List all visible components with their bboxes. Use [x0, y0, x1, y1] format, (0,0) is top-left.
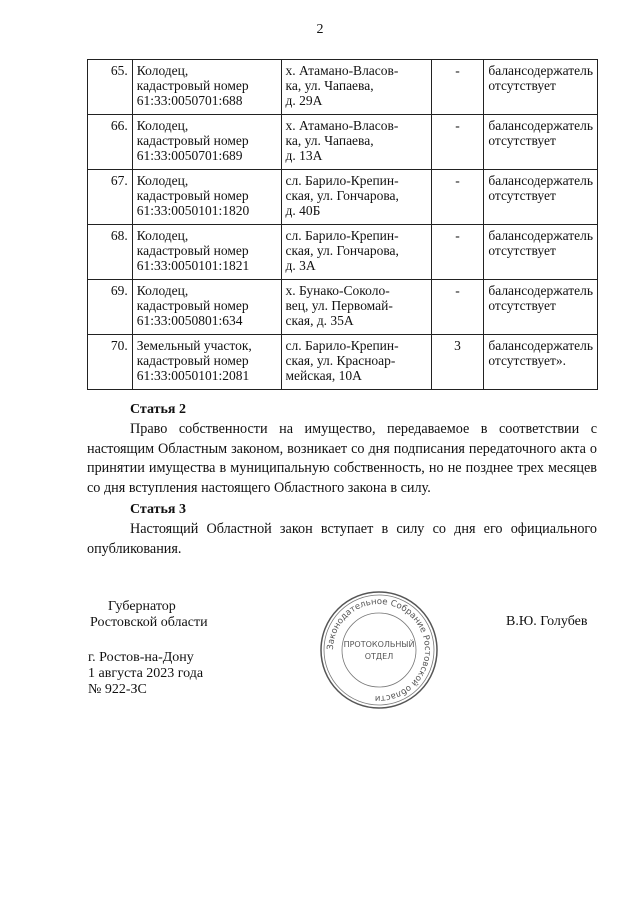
- object-name-line: 61:33:0050101:1820: [136, 203, 250, 218]
- object-name-line: Колодец,: [136, 228, 189, 243]
- table-row: [88, 280, 598, 335]
- object-address: [281, 280, 431, 335]
- object-address-line: д. 29А: [285, 93, 323, 108]
- balance-holder-line: балансодержатель: [488, 283, 593, 298]
- balance-holder: [484, 335, 598, 390]
- balance-holder-line: балансодержатель: [488, 63, 593, 78]
- object-address-line: ская, ул. Красноар-: [285, 353, 396, 368]
- object-name-line: Земельный участок,: [136, 338, 252, 353]
- object-address: [281, 115, 431, 170]
- object-quantity: -: [431, 115, 484, 170]
- table-row: [88, 170, 598, 225]
- object-address-line: ская, д. 35А: [285, 313, 354, 328]
- object-address-line: ская, ул. Гончарова,: [285, 188, 399, 203]
- balance-holder-line: отсутствует: [488, 133, 556, 148]
- object-name-line: Колодец,: [136, 118, 189, 133]
- row-number: 66.: [88, 115, 133, 170]
- row-number: 67.: [88, 170, 133, 225]
- object-address-line: х. Атамано-Власов-: [285, 118, 399, 133]
- balance-holder-line: отсутствует: [488, 188, 556, 203]
- object-name-line: 61:33:0050801:634: [136, 313, 243, 328]
- law-number: № 922-ЗС: [88, 682, 147, 697]
- object-address-line: ка, ул. Чапаева,: [285, 78, 374, 93]
- object-name: [132, 225, 281, 280]
- object-name-line: кадастровый номер: [136, 353, 249, 368]
- object-address-line: ка, ул. Чапаева,: [285, 133, 374, 148]
- stamp-center-line2: ОТДЕЛ: [364, 652, 394, 661]
- article-2-heading: Статья 2: [130, 402, 186, 417]
- object-quantity: -: [431, 60, 484, 115]
- object-name-line: 61:33:0050701:688: [136, 93, 243, 108]
- signatory-title-line2: Ростовской области: [90, 615, 208, 630]
- object-name-line: кадастровый номер: [136, 133, 249, 148]
- article-3-heading: Статья 3: [130, 502, 186, 517]
- object-address-line: д. 40Б: [285, 203, 321, 218]
- object-name: [132, 60, 281, 115]
- object-name: [132, 335, 281, 390]
- row-number: 70.: [88, 335, 133, 390]
- balance-holder-line: отсутствует: [488, 78, 556, 93]
- object-address-line: сл. Барило-Крепин-: [285, 228, 399, 243]
- object-quantity: -: [431, 170, 484, 225]
- object-address: [281, 60, 431, 115]
- object-name: [132, 280, 281, 335]
- object-name-line: Колодец,: [136, 173, 189, 188]
- object-name-line: 61:33:0050101:2081: [136, 368, 250, 383]
- object-address-line: ская, ул. Гончарова,: [285, 243, 399, 258]
- table-row: [88, 335, 598, 390]
- object-name-line: 61:33:0050701:689: [136, 148, 243, 163]
- table-row: [88, 60, 598, 115]
- balance-holder: [484, 60, 598, 115]
- object-name-line: Колодец,: [136, 283, 189, 298]
- object-address-line: х. Бунако-Соколо-: [285, 283, 390, 298]
- balance-holder-line: балансодержатель: [488, 118, 593, 133]
- property-table: [87, 59, 598, 390]
- object-name-line: Колодец,: [136, 63, 189, 78]
- balance-holder-line: отсутствует: [488, 243, 556, 258]
- row-number: 65.: [88, 60, 133, 115]
- object-address-line: сл. Барило-Крепин-: [285, 338, 399, 353]
- object-address-line: д. 3А: [285, 258, 316, 273]
- object-name: [132, 170, 281, 225]
- balance-holder: [484, 170, 598, 225]
- object-name-line: кадастровый номер: [136, 78, 249, 93]
- object-name-line: кадастровый номер: [136, 298, 249, 313]
- object-quantity: -: [431, 280, 484, 335]
- balance-holder-line: балансодержатель: [488, 338, 593, 353]
- object-name-line: 61:33:0050101:1821: [136, 258, 250, 273]
- object-quantity: -: [431, 225, 484, 280]
- table-row: [88, 115, 598, 170]
- city: г. Ростов-на-Дону: [88, 650, 194, 665]
- balance-holder-line: отсутствует: [488, 298, 556, 313]
- object-address-line: вец, ул. Первомай-: [285, 298, 393, 313]
- signatory-name: В.Ю. Голубев: [506, 614, 588, 629]
- official-stamp: [318, 589, 440, 711]
- object-quantity: 3: [431, 335, 484, 390]
- object-name-line: кадастровый номер: [136, 188, 249, 203]
- table-row: [88, 225, 598, 280]
- stamp-center-line1: ПРОТОКОЛЬНЫЙ: [343, 640, 415, 649]
- object-address: [281, 225, 431, 280]
- balance-holder: [484, 225, 598, 280]
- balance-holder: [484, 280, 598, 335]
- object-address: [281, 170, 431, 225]
- place-date-number: [88, 650, 203, 698]
- balance-holder-line: балансодержатель: [488, 228, 593, 243]
- article-3-text: Настоящий Областной закон вступает в силу со дня его официального опубликования.: [87, 521, 597, 557]
- article-2-text: Право собственности на имущество, передаваемое в соответствии с настоящим Областным законом, возникает со дня подписания передаточного акта о принятии имущества в муниципальную собственность, но не позднее трех месяцев со дня вступления настоящего Областного закона в силу.: [87, 421, 597, 496]
- balance-holder: [484, 115, 598, 170]
- page-number: 2: [316, 22, 324, 37]
- row-number: 68.: [88, 225, 133, 280]
- balance-holder-line: отсутствует».: [488, 353, 567, 368]
- object-address-line: х. Атамано-Власов-: [285, 63, 399, 78]
- law-date: 1 августа 2023 года: [88, 666, 204, 681]
- row-number: 69.: [88, 280, 133, 335]
- object-address-line: мейская, 10А: [285, 368, 362, 383]
- object-address-line: д. 13А: [285, 148, 323, 163]
- object-name: [132, 115, 281, 170]
- stamp-ring-text: Законодательное Собрание Ростовской области: [325, 596, 433, 704]
- balance-holder-line: балансодержатель: [488, 173, 593, 188]
- signatory-title-line1: Губернатор: [108, 599, 176, 614]
- object-address-line: сл. Барило-Крепин-: [285, 173, 399, 188]
- object-address: [281, 335, 431, 390]
- object-name-line: кадастровый номер: [136, 243, 249, 258]
